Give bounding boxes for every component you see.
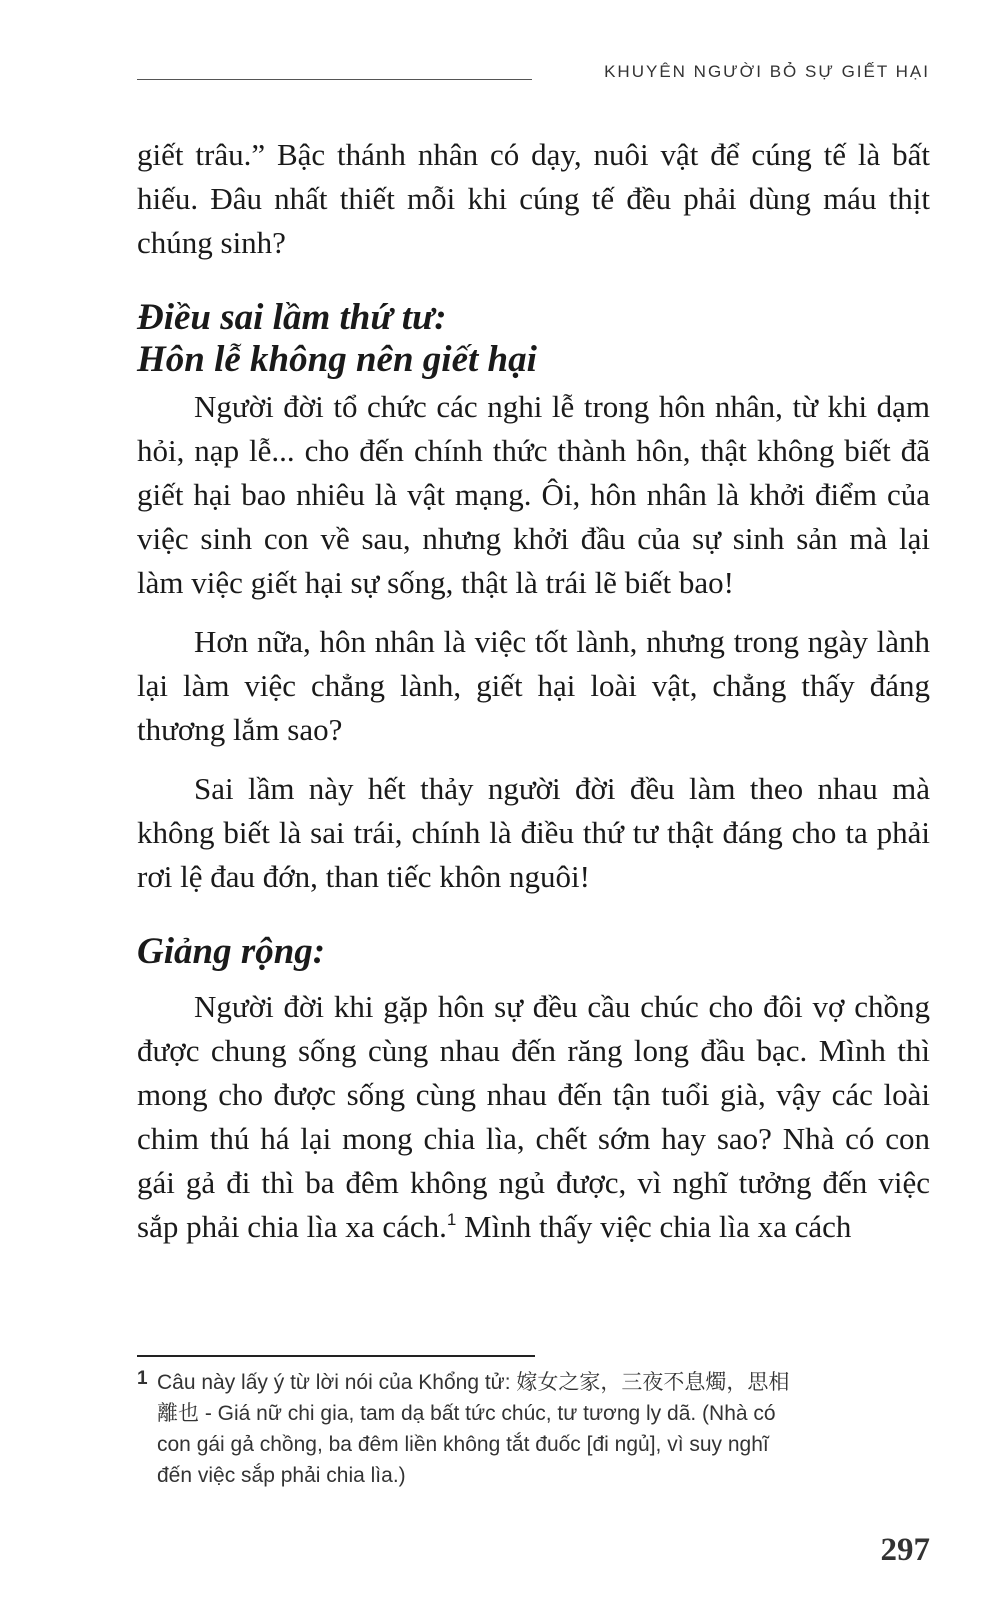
footnote-line: con gái gả chồng, ba đêm liền không tắt đuốc [đi ngủ], vì suy nghĩ [157, 1433, 769, 1456]
footnote-rule [137, 1355, 535, 1357]
commentary-text-after-ref: Mình thấy việc chia lìa xa cách [456, 1209, 852, 1244]
page-number: 297 [880, 1532, 930, 1568]
section-paragraph: Người đời tổ chức các nghi lễ trong hôn nhân, từ khi dạm hỏi, nạp lễ... cho đến chính thức thành hôn, thật không biết đã giết hại bao nhiêu là vật mạng. Ôi, hôn nhân là khởi điểm của việc sinh con về sau, nhưng khởi đầu của sự sinh sản mà lại làm việc giết hại sự sống, thật là trái lẽ biết bao! [137, 389, 930, 600]
footnote-text: Câu này lấy ý từ lời nói của Khổng tử: 嫁女之家，三夜不息燭，思相 [157, 1371, 790, 1394]
page-body [137, 133, 930, 1249]
section-heading-line2: Hôn lễ không nên giết hại [137, 339, 537, 380]
commentary-heading: Giảng rộng: [137, 931, 326, 972]
section-heading-line1: Điều sai lầm thứ tư: [137, 297, 447, 338]
section-paragraph: Hơn nữa, hôn nhân là việc tốt lành, nhưng trong ngày lành lại làm việc chẳng lành, giết hại loài vật, chẳng thấy đáng thương lắm sao? [137, 624, 930, 747]
footnote-line [137, 1363, 930, 1398]
footnote-number: 1 [137, 1368, 148, 1389]
footnote-line: 離也 - Giá nữ chi gia, tam dạ bất tức chúc, tư tương ly dã. (Nhà có [157, 1402, 776, 1425]
commentary-paragraph [137, 985, 930, 1249]
footnote-line: đến việc sắp phải chia lìa.) [157, 1464, 406, 1487]
section-paragraph: Sai lầm này hết thảy người đời đều làm theo nhau mà không biết là sai trái, chính là điều thứ tư thật đáng cho ta phải rơi lệ đau đớn, than tiếc khôn nguôi! [137, 771, 930, 894]
footnote [137, 1363, 930, 1491]
intro-paragraph: giết trâu.” Bậc thánh nhân có dạy, nuôi vật để cúng tế là bất hiếu. Đâu nhất thiết mỗi khi cúng tế đều phải dùng máu thịt chúng sinh? [137, 137, 930, 260]
section-heading [137, 297, 930, 381]
commentary-text-before-ref: Người đời khi gặp hôn sự đều cầu chúc cho đôi vợ chồng được chung sống cùng nhau đến răng long đầu bạc. Mình thì mong cho được sống cùng nhau đến tận tuổi già, vậy các loài chim thú há lại mong chia lìa, chết sớm hay sao? Nhà có con gái gả đi thì ba đêm không ngủ được, vì nghĩ tưởng đến việc sắp phải chia lìa xa cách. [137, 989, 930, 1244]
header-rule [137, 79, 532, 80]
footnote-reference[interactable]: 1 [446, 1210, 457, 1229]
running-head: KHUYÊN NGƯỜI BỎ SỰ GIẾT HẠI [604, 62, 930, 81]
